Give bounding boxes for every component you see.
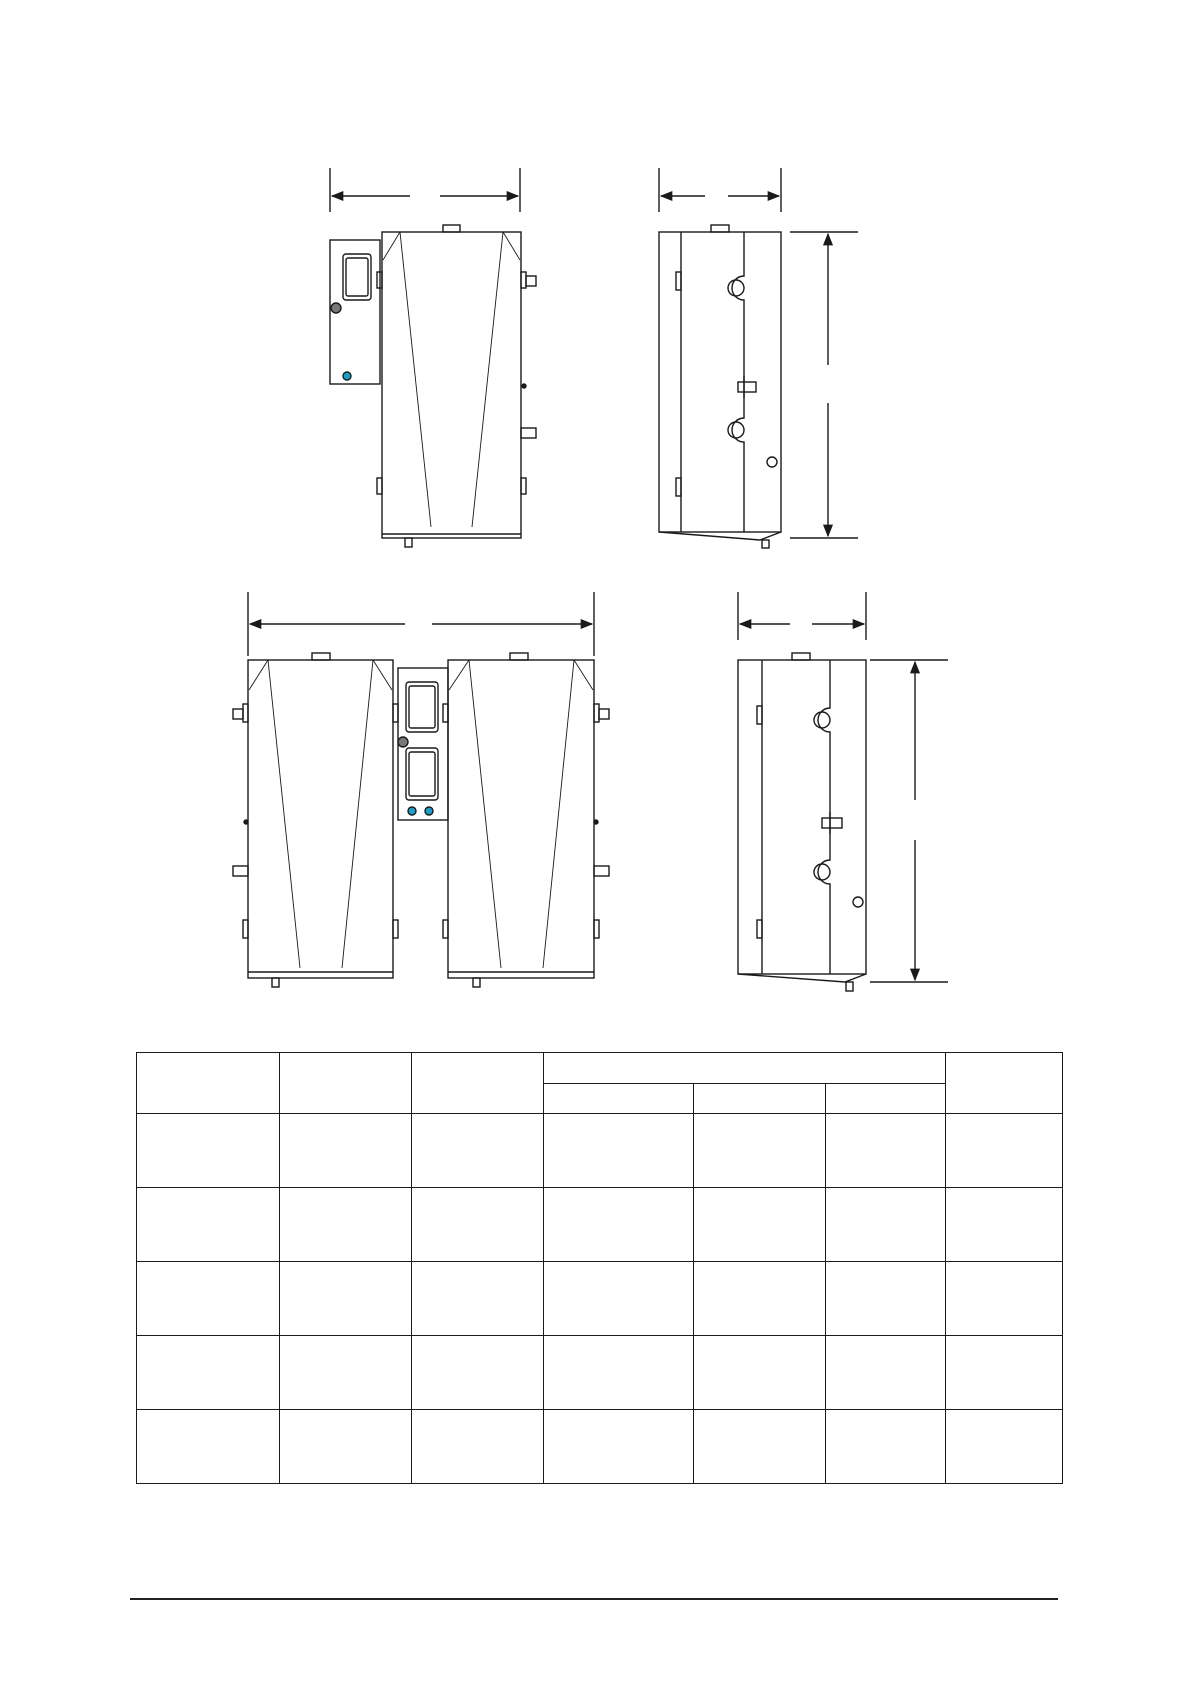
table-cell bbox=[412, 1262, 544, 1336]
table-header-cell bbox=[412, 1053, 544, 1114]
table-subheader-cell bbox=[544, 1084, 694, 1114]
table-cell bbox=[946, 1114, 1063, 1188]
table-cell bbox=[280, 1188, 412, 1262]
table-header-row bbox=[137, 1053, 1063, 1084]
height-dimension bbox=[790, 232, 858, 538]
table-cell bbox=[412, 1336, 544, 1410]
table-row bbox=[137, 1410, 1063, 1484]
table-cell bbox=[694, 1336, 826, 1410]
width-dimension bbox=[659, 168, 781, 212]
table-cell bbox=[946, 1410, 1063, 1484]
table-cell bbox=[826, 1410, 946, 1484]
footer-rule bbox=[130, 1598, 1058, 1600]
table-header-group-cell bbox=[544, 1053, 946, 1084]
knob-icon bbox=[331, 303, 341, 313]
table-subheader-cell bbox=[694, 1084, 826, 1114]
table-cell bbox=[826, 1262, 946, 1336]
table-cell bbox=[280, 1114, 412, 1188]
table-cell bbox=[946, 1262, 1063, 1336]
table-cell bbox=[137, 1188, 280, 1262]
tank-body bbox=[382, 232, 521, 538]
table-header-cell bbox=[946, 1053, 1063, 1114]
table-cell bbox=[280, 1336, 412, 1410]
table-cell bbox=[694, 1262, 826, 1336]
indicator-light-icon bbox=[343, 372, 351, 380]
table-row bbox=[137, 1188, 1063, 1262]
table-cell bbox=[412, 1188, 544, 1262]
indicator-light-icon bbox=[408, 807, 416, 815]
double-unit-front-view bbox=[233, 592, 609, 987]
table-cell bbox=[137, 1114, 280, 1188]
table-cell bbox=[946, 1336, 1063, 1410]
table-header-cell bbox=[280, 1053, 412, 1114]
table-subheader-cell bbox=[826, 1084, 946, 1114]
double-unit-side-view bbox=[738, 592, 948, 991]
table-cell bbox=[694, 1188, 826, 1262]
table-cell bbox=[946, 1188, 1063, 1262]
table-cell bbox=[826, 1336, 946, 1410]
table-cell bbox=[826, 1188, 946, 1262]
single-unit-side-view bbox=[659, 168, 858, 548]
width-dimension bbox=[330, 168, 520, 212]
indicator-light-icon bbox=[425, 807, 433, 815]
specification-table bbox=[136, 1052, 1063, 1484]
width-dimension bbox=[248, 592, 594, 656]
table-cell bbox=[544, 1262, 694, 1336]
control-box bbox=[330, 240, 380, 384]
table-cell bbox=[137, 1262, 280, 1336]
table-row bbox=[137, 1114, 1063, 1188]
width-dimension bbox=[738, 592, 866, 640]
table-cell bbox=[826, 1114, 946, 1188]
table-cell bbox=[544, 1114, 694, 1188]
table-cell bbox=[137, 1336, 280, 1410]
table-cell bbox=[544, 1336, 694, 1410]
single-unit-front-view bbox=[330, 168, 536, 547]
table-cell bbox=[694, 1114, 826, 1188]
table-cell bbox=[137, 1410, 280, 1484]
table-cell bbox=[412, 1410, 544, 1484]
table-header-cell bbox=[137, 1053, 280, 1114]
table-cell bbox=[412, 1114, 544, 1188]
table-cell bbox=[694, 1410, 826, 1484]
table-cell bbox=[280, 1410, 412, 1484]
table-cell bbox=[280, 1262, 412, 1336]
table-row bbox=[137, 1262, 1063, 1336]
table-row bbox=[137, 1336, 1063, 1410]
table-cell bbox=[544, 1410, 694, 1484]
height-dimension bbox=[870, 660, 948, 982]
knob-icon bbox=[398, 737, 408, 747]
table-cell bbox=[544, 1188, 694, 1262]
control-box bbox=[398, 668, 448, 820]
